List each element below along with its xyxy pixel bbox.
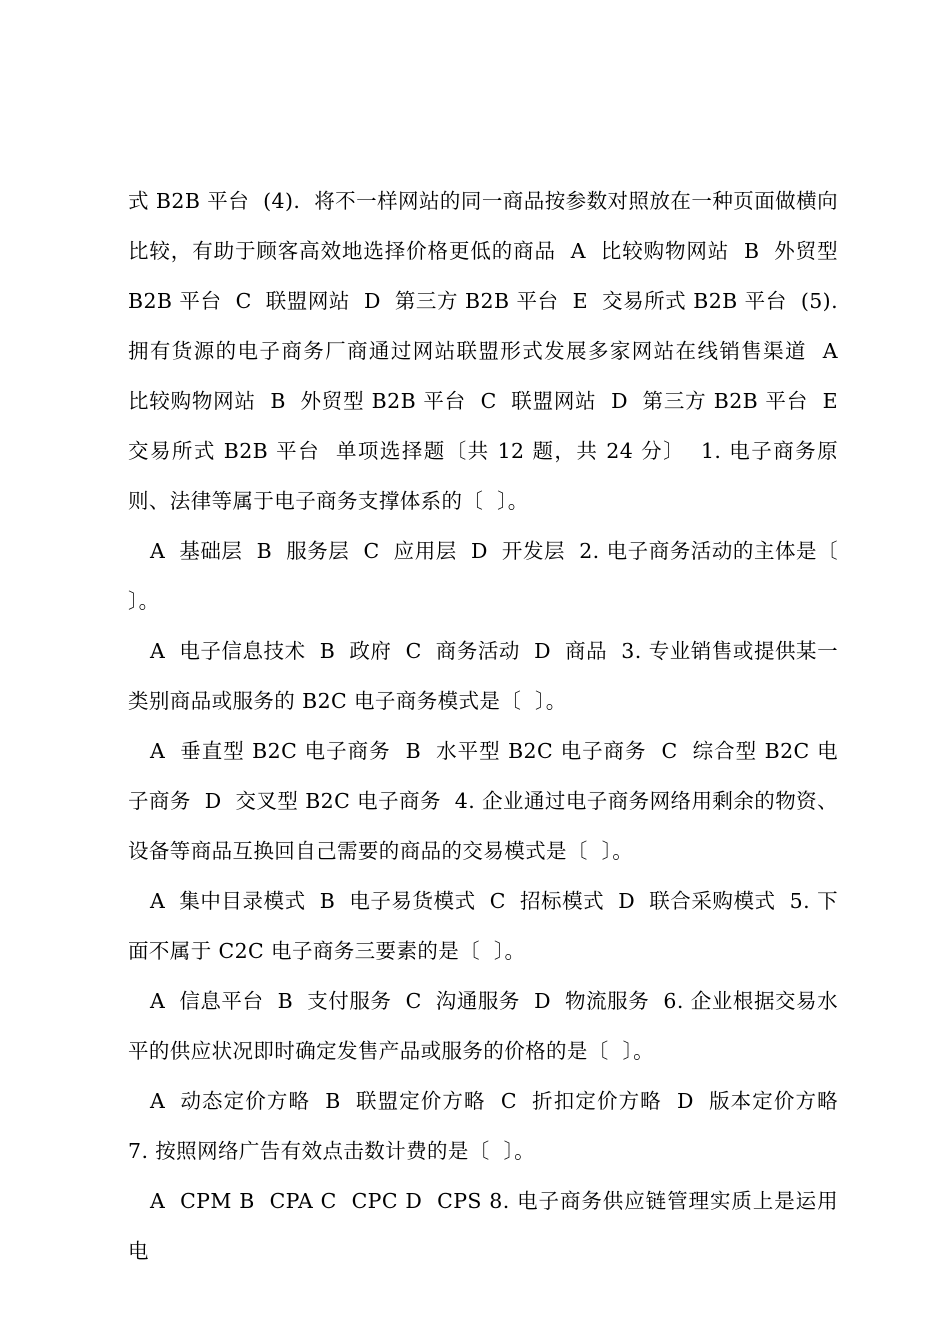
- paragraph-continuation: 式 B2B 平台 (4). 将不一样网站的同一商品按参数对照放在一种页面做横向比较，有助于顾客高效地选择价格更低的商品 A 比较购物网站 B 外贸型 B2B 平台 C 联盟网站 D 第三方 B2B 平台 E 交易所式 B2B 平台 (5). 拥有货源的电子商务厂商通过网站联盟形式发展多家网站在线销售渠道 A 比较购物网站 B 外贸型 B2B 平台 C 联盟网站 D 第三方 B2B 平台 E 交易所式 B2B 平台 单项选择题〔共 12 题，共 24 分〕 1. 电子商务原则、法律等属于电子商务支撑体系的〔 〕。: [128, 189, 852, 513]
- document-body: [128, 176, 852, 1276]
- paragraph-question-6-options: A 动态定价方略 B 联盟定价方略 C 折扣定价方略 D 版本定价方略 7. 按照网络广告有效点击数计费的是〔 〕。: [128, 1089, 852, 1163]
- paragraph-question-2-options: A 电子信息技术 B 政府 C 商务活动 D 商品 3. 专业销售或提供某一类别商品或服务的 B2C 电子商务模式是〔 〕。: [128, 639, 838, 713]
- paragraph-question-4-options: A 集中目录模式 B 电子易货模式 C 招标模式 D 联合采购模式 5. 下面不属于 C2C 电子商务三要素的是〔 〕。: [128, 889, 838, 963]
- paragraph-question-1-options: A 基础层 B 服务层 C 应用层 D 开发层 2. 电子商务活动的主体是〔 〕。: [128, 539, 852, 613]
- paragraph-question-7-options: A CPM B CPA C CPC D CPS 8. 电子商务供应链管理实质上是运用电: [128, 1189, 838, 1263]
- paragraph-question-3-options: A 垂直型 B2C 电子商务 B 水平型 B2C 电子商务 C 综合型 B2C 电子商务 D 交叉型 B2C 电子商务 4. 企业通过电子商务网络用剩余的物资、设备等商品互换回自己需要的商品的交易模式是〔 〕。: [128, 739, 838, 863]
- paragraph-question-5-options: A 信息平台 B 支付服务 C 沟通服务 D 物流服务 6. 企业根据交易水平的供应状况即时确定发售产品或服务的价格的是〔 〕。: [128, 989, 838, 1063]
